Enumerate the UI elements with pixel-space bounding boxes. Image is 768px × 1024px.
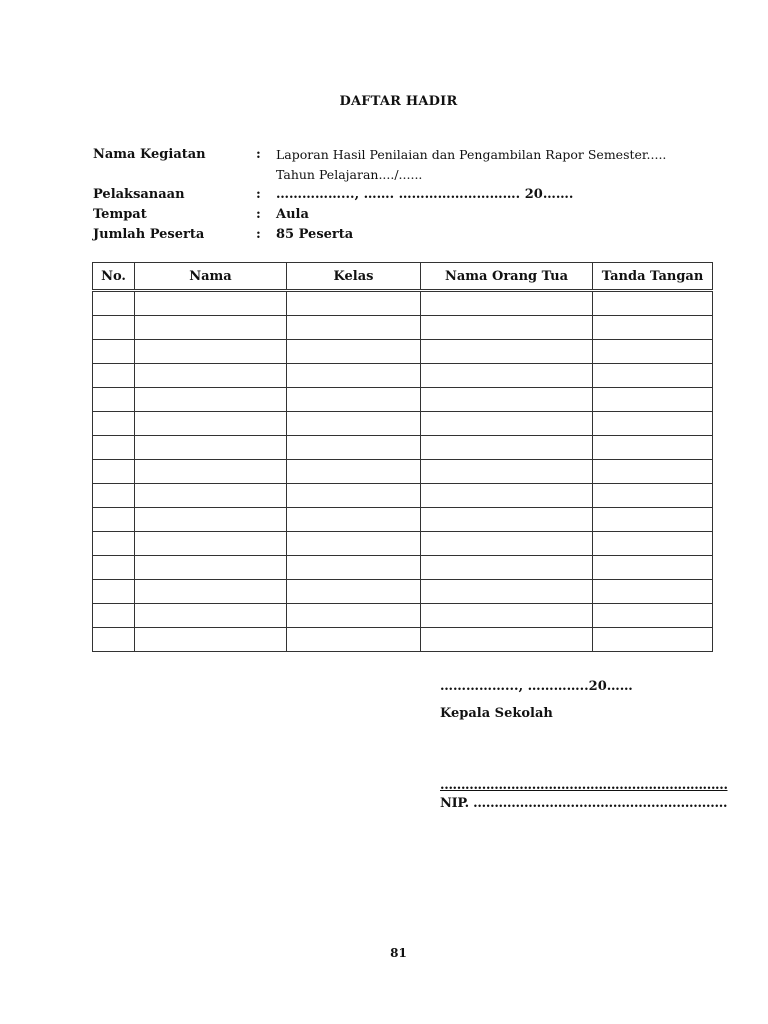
table-cell (593, 580, 713, 604)
table-cell (287, 291, 421, 316)
table-cell (135, 460, 287, 484)
activity-info (93, 145, 713, 245)
table-row (93, 340, 713, 364)
table-cell (135, 556, 287, 580)
table-row (93, 412, 713, 436)
table-cell (287, 364, 421, 388)
table-cell (287, 532, 421, 556)
document-title: DAFTAR HADIR (339, 94, 458, 109)
table-row (93, 532, 713, 556)
table-cell (593, 604, 713, 628)
table-cell (287, 340, 421, 364)
info-value: Laporan Hasil Penilaian dan Pengambilan Rapor Semester..... (276, 147, 667, 162)
info-value: 85 Peserta (276, 227, 354, 242)
table-cell (593, 532, 713, 556)
table-cell (593, 508, 713, 532)
table-cell (593, 316, 713, 340)
signature-role: Kepala Sekolah (440, 706, 553, 721)
table-cell (93, 508, 135, 532)
table-cell (135, 316, 287, 340)
table-cell (421, 340, 593, 364)
table-cell (421, 508, 593, 532)
table-cell (287, 604, 421, 628)
attendance-table-wrapper (92, 262, 712, 652)
info-value: ……………..., ……. ………………………. 20……. (276, 187, 574, 202)
table-cell (135, 580, 287, 604)
table-cell (593, 412, 713, 436)
table-cell (593, 556, 713, 580)
table-cell (287, 556, 421, 580)
table-cell (421, 436, 593, 460)
table-row (93, 316, 713, 340)
table-cell (421, 460, 593, 484)
table-cell (287, 580, 421, 604)
table-cell (287, 508, 421, 532)
table-cell (421, 291, 593, 316)
table-cell (135, 436, 287, 460)
table-cell (287, 388, 421, 412)
table-cell (421, 364, 593, 388)
table-cell (93, 532, 135, 556)
table-cell (135, 484, 287, 508)
table-row (93, 556, 713, 580)
table-cell (135, 388, 287, 412)
table-cell (593, 460, 713, 484)
table-cell (93, 316, 135, 340)
table-cell (135, 532, 287, 556)
signature-block (440, 678, 728, 813)
table-cell (93, 628, 135, 652)
table-cell (421, 580, 593, 604)
info-colon: : (256, 147, 261, 162)
info-colon: : (256, 187, 261, 202)
info-colon: : (256, 207, 261, 222)
table-row (93, 364, 713, 388)
table-cell (421, 316, 593, 340)
signature-name-line: …………………………………………………………… (440, 778, 728, 793)
table-cell (135, 340, 287, 364)
table-row (93, 604, 713, 628)
table-header-row (93, 263, 713, 291)
table-cell (135, 412, 287, 436)
table-row (93, 580, 713, 604)
table-cell (93, 580, 135, 604)
table-cell (93, 291, 135, 316)
table-cell (93, 412, 135, 436)
column-header: Kelas (287, 263, 421, 291)
info-row (93, 185, 713, 205)
table-cell (421, 388, 593, 412)
info-row (93, 225, 713, 245)
info-colon (256, 165, 276, 185)
info-label: Nama Kegiatan (93, 147, 206, 162)
table-cell (593, 484, 713, 508)
info-label: Jumlah Peserta (93, 227, 205, 242)
table-cell (421, 484, 593, 508)
table-cell (287, 316, 421, 340)
table-cell (135, 628, 287, 652)
info-row (93, 205, 713, 225)
table-cell (93, 364, 135, 388)
column-header: Tanda Tangan (593, 263, 713, 291)
signature-nip: NIP. …………………………………………………… (440, 796, 728, 811)
table-cell (287, 412, 421, 436)
column-header: Nama Orang Tua (421, 263, 593, 291)
info-row (93, 145, 713, 165)
info-label: Pelaksanaan (93, 187, 185, 202)
info-colon: : (256, 227, 261, 242)
attendance-table (92, 262, 713, 652)
table-cell (93, 556, 135, 580)
table-row (93, 460, 713, 484)
table-cell (421, 628, 593, 652)
table-cell (93, 604, 135, 628)
column-header: Nama (135, 263, 287, 291)
table-cell (593, 628, 713, 652)
table-cell (593, 340, 713, 364)
table-cell (287, 460, 421, 484)
info-value: Tahun Pelajaran..../...... (276, 167, 423, 182)
column-header: No. (93, 263, 135, 291)
table-cell (287, 484, 421, 508)
info-value: Aula (276, 207, 309, 222)
table-row (93, 436, 713, 460)
table-row (93, 628, 713, 652)
table-cell (287, 436, 421, 460)
table-cell (287, 628, 421, 652)
page-number: 81 (390, 946, 407, 960)
table-row (93, 388, 713, 412)
table-cell (135, 508, 287, 532)
table-cell (593, 436, 713, 460)
info-label (93, 165, 256, 185)
table-cell (421, 556, 593, 580)
table-cell (135, 291, 287, 316)
table-row (93, 508, 713, 532)
table-cell (135, 604, 287, 628)
info-label: Tempat (93, 207, 147, 222)
table-cell (421, 412, 593, 436)
table-row (93, 484, 713, 508)
table-cell (593, 364, 713, 388)
table-cell (135, 364, 287, 388)
table-cell (93, 460, 135, 484)
table-cell (93, 484, 135, 508)
table-cell (93, 388, 135, 412)
table-cell (93, 340, 135, 364)
table-row (93, 291, 713, 316)
table-cell (421, 604, 593, 628)
table-cell (593, 388, 713, 412)
table-cell (93, 436, 135, 460)
signature-date: ……………..., …………..20…… (440, 679, 633, 694)
table-cell (593, 291, 713, 316)
table-cell (421, 532, 593, 556)
info-row (93, 165, 713, 185)
